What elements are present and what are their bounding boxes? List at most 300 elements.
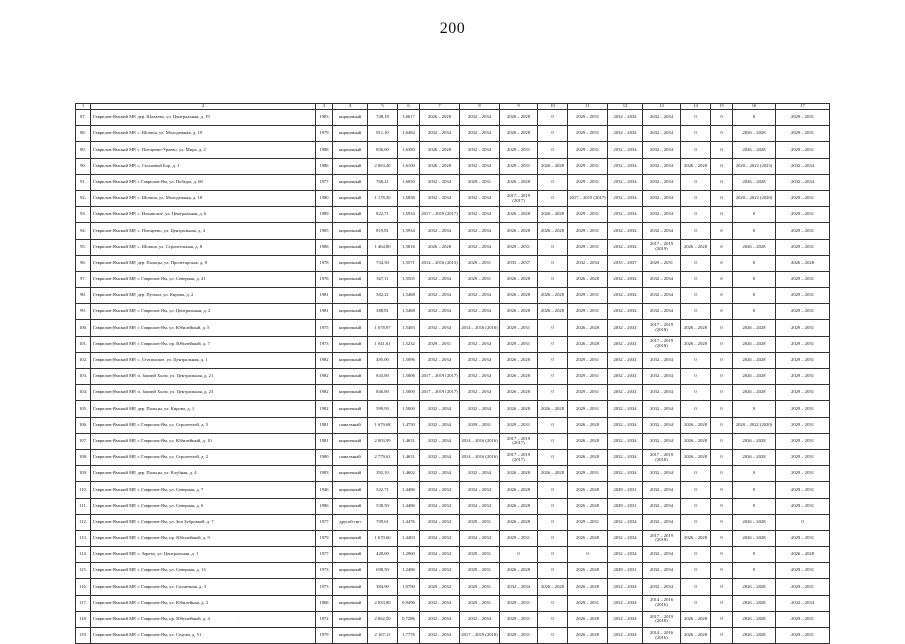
table-cell: 2020 – 2022 (2023)	[733, 158, 776, 174]
table-cell: 2032 – 2034	[608, 385, 643, 401]
table-cell: 0	[711, 190, 733, 206]
table-cell: 2026 – 2028	[500, 207, 538, 223]
table-cell: кирпичный	[333, 547, 368, 563]
table-cell: 2035 – 2037	[608, 255, 643, 271]
table-cell: 2026 – 2028	[538, 158, 568, 174]
table-row	[76, 514, 830, 530]
table-cell: 2032 – 2034	[608, 466, 643, 482]
table-cell: 2032 – 2034	[500, 579, 538, 595]
table-cell: 2032 – 2034	[420, 352, 460, 368]
table-cell: 0	[538, 530, 568, 546]
table-cell: 384,90	[368, 579, 398, 595]
table-cell: 2032 – 2034	[420, 498, 460, 514]
table-cell: 2026 – 2028	[500, 514, 538, 530]
table-cell: 2026 – 2028	[420, 158, 460, 174]
table-cell: 0	[711, 158, 733, 174]
table-cell: 1,5816	[398, 239, 420, 255]
table-cell: 2032 – 2034	[643, 271, 681, 287]
table-cell: 0	[538, 498, 568, 514]
table-cell: 748,18	[368, 110, 398, 126]
table-cell: 1975	[316, 320, 333, 336]
table-cell: 2032 – 2034	[420, 401, 460, 417]
table-cell: 2029 – 2031	[776, 385, 830, 401]
table-cell: 2017 – 2019 (2018)	[460, 628, 500, 644]
table-row	[76, 433, 830, 449]
table-cell: 538,50	[368, 498, 398, 514]
table-cell: 2 833,80	[368, 595, 398, 611]
table-cell: 2026 – 2028	[733, 433, 776, 449]
table-cell: 2026 – 2028	[500, 401, 538, 417]
table-row	[76, 579, 830, 595]
table-cell: 2026 – 2028	[776, 547, 830, 563]
table-cell: 2032 – 2034	[420, 482, 460, 498]
table-cell: 2035 – 2037	[500, 255, 538, 271]
table-row	[76, 255, 830, 271]
table-cell: кирпичный	[333, 352, 368, 368]
table-cell: 2032 – 2034	[643, 514, 681, 530]
table-cell: кирпичный	[333, 530, 368, 546]
table-cell: 2026 – 2028	[681, 611, 711, 627]
table-cell: 0	[711, 563, 733, 579]
table-cell: 2026 – 2028	[500, 174, 538, 190]
table-cell: 0	[681, 110, 711, 126]
table-cell: 2026 – 2028	[733, 628, 776, 644]
table-cell: 2032 – 2034	[420, 611, 460, 627]
table-cell: 0	[538, 514, 568, 530]
table-cell: 2020 – 2022 (2020)	[733, 417, 776, 433]
table-cell: 116.	[76, 579, 91, 595]
table-cell: 1,6050	[398, 174, 420, 190]
table-cell: кирпичный	[333, 239, 368, 255]
table-row	[76, 611, 830, 627]
table-cell: 2026 – 2028	[500, 563, 538, 579]
table-cell: кирпичный	[333, 595, 368, 611]
table-cell: 1981	[316, 288, 333, 304]
table-cell: 1989	[316, 207, 333, 223]
table-cell: 2026 – 2028	[568, 449, 608, 465]
table-cell: 0	[711, 142, 733, 158]
table-cell: 2017 – 2019 (2017)	[420, 369, 460, 385]
table-cell: 2017 – 2019 (2017)	[500, 190, 538, 206]
table-cell: кирпичный	[333, 110, 368, 126]
table-cell: 2029 – 2031	[776, 466, 830, 482]
table-cell: 2029 – 2031	[568, 304, 608, 320]
table-cell: 2032 – 2034	[460, 190, 500, 206]
table-cell: 2032 – 2034	[608, 239, 643, 255]
table-cell: 88.	[76, 126, 91, 142]
table-cell: 0	[733, 304, 776, 320]
table-cell: 2026 – 2028	[500, 304, 538, 320]
table-cell: 2032 – 2034	[608, 611, 643, 627]
table-cell: 1981	[316, 417, 333, 433]
table-cell: 0	[681, 482, 711, 498]
table-cell: 0	[681, 579, 711, 595]
table-cell: 1 041,61	[368, 336, 398, 352]
table-cell: 2026 – 2028	[733, 174, 776, 190]
address-cell: Гаврилов-Ямский МР, с. Зарево, ул. Центральная, д. 1	[91, 547, 316, 563]
table-cell: кирпичный	[333, 466, 368, 482]
table-cell: 95.	[76, 239, 91, 255]
table-cell: 2029 – 2031	[568, 126, 608, 142]
table-cell: 2032 – 2034	[643, 417, 681, 433]
table-cell: 89.	[76, 142, 91, 158]
table-cell: 2017 – 2019 (2017)	[420, 207, 460, 223]
table-cell: 2032 – 2034	[643, 110, 681, 126]
table-cell: 0	[733, 482, 776, 498]
table-cell: 582,21	[368, 288, 398, 304]
table-cell: 0	[733, 110, 776, 126]
table-cell: 1,5934	[398, 223, 420, 239]
table-cell: 2029 – 2031	[568, 514, 608, 530]
table-cell: 2026 – 2028	[538, 401, 568, 417]
table-cell: 2026 – 2028	[500, 482, 538, 498]
table-cell: 1979	[316, 530, 333, 546]
table-cell: 2032 – 2034	[643, 401, 681, 417]
table-cell: 0	[711, 255, 733, 271]
table-cell: 2032 – 2034	[568, 255, 608, 271]
table-cell: 2032 – 2034	[643, 498, 681, 514]
table-cell: 2026 – 2028	[500, 288, 538, 304]
table-cell: 2032 – 2034	[643, 563, 681, 579]
table-cell: 1,4403	[398, 530, 420, 546]
table-cell: 2032 – 2034	[608, 628, 643, 644]
table-cell: кирпичный	[333, 401, 368, 417]
table-cell: 0	[711, 239, 733, 255]
table-cell: 2029 – 2031	[500, 320, 538, 336]
table-cell: 0	[538, 595, 568, 611]
table-cell: 2032 – 2034	[643, 579, 681, 595]
table-cell: 1981	[316, 304, 333, 320]
table-cell: 2029 – 2031	[776, 142, 830, 158]
table-cell: 0	[538, 417, 568, 433]
table-row	[76, 207, 830, 223]
table-cell: 0	[681, 271, 711, 287]
table-cell: 0	[711, 482, 733, 498]
table-cell: 1,5571	[398, 255, 420, 271]
table-cell: 2032 – 2034	[460, 401, 500, 417]
table-cell: 2029 – 2031	[500, 611, 538, 627]
table-cell: 0	[733, 498, 776, 514]
table-cell: 2032 – 2034	[608, 547, 643, 563]
address-cell: Гаврилов-Ямский МР, г. Гаврилов-Ям, ул. Юбилейный, д. 5	[91, 320, 316, 336]
table-cell: 2032 – 2034	[460, 239, 500, 255]
table-cell: 0	[711, 466, 733, 482]
table-cell: 1,5468	[398, 288, 420, 304]
table-cell: 90.	[76, 158, 91, 174]
table-cell: 698,50	[368, 563, 398, 579]
table-cell: 388,81	[368, 304, 398, 320]
table-cell: 1977	[316, 547, 333, 563]
table-cell: 0	[711, 304, 733, 320]
table-cell: 1982	[316, 385, 333, 401]
table-cell: 92.	[76, 190, 91, 206]
table-cell: 103.	[76, 369, 91, 385]
table-cell: 2029 – 2031	[776, 628, 830, 644]
table-cell: 2032 – 2034	[608, 142, 643, 158]
table-cell: 108.	[76, 449, 91, 465]
table-cell: 1,7776	[398, 628, 420, 644]
column-number-2: 2	[91, 104, 316, 110]
table-cell: 2026 – 2028	[420, 110, 460, 126]
footer-mark: ,	[238, 616, 239, 621]
table-cell: 0	[681, 288, 711, 304]
table-cell: 2032 – 2034	[460, 207, 500, 223]
table-cell: 2026 – 2028	[733, 530, 776, 546]
table-cell: кирпичный	[333, 385, 368, 401]
table-cell: 2026 – 2028	[568, 417, 608, 433]
table-cell: 1,6380	[398, 142, 420, 158]
table-cell: 2032 – 2034	[420, 288, 460, 304]
table-cell: 2026 – 2028	[420, 142, 460, 158]
table-cell: 96.	[76, 255, 91, 271]
table-cell: 1,2960	[398, 547, 420, 563]
table-cell: 2032 – 2034	[608, 271, 643, 287]
address-cell: Гаврилов-Ямский МР, дер. Пальцы, ул. Кирова, д. 1	[91, 401, 316, 417]
address-cell: Гаврилов-Ямский МР, г. Гаврилов-Ям, пр. Юбилейный, д. 7	[91, 336, 316, 352]
table-cell: 2029 – 2031	[776, 369, 830, 385]
table-cell: 0	[733, 563, 776, 579]
table-cell: 0	[711, 417, 733, 433]
table-cell: кирпичный	[333, 255, 368, 271]
table-cell: 0	[681, 142, 711, 158]
table-cell: 2017 – 2019 (2018)	[643, 611, 681, 627]
table-cell: 0	[711, 449, 733, 465]
table-cell: 106.	[76, 417, 91, 433]
table-cell: 112.	[76, 514, 91, 530]
table-cell: 1,6617	[398, 110, 420, 126]
address-cell: Гаврилов-Ямский МР, г. Гаврилов-Ям, ул. Юбилейная, д. 3	[91, 595, 316, 611]
table-cell: 2026 – 2028	[568, 482, 608, 498]
address-cell: Гаврилов-Ямский МР, г. Гаврилов-Ям, ул. Седова, д. 51	[91, 628, 316, 644]
table-cell: 819,81	[368, 223, 398, 239]
table-cell: 2032 – 2034	[643, 126, 681, 142]
table-cell: 2026 – 2028	[568, 628, 608, 644]
column-number-6: 6	[398, 104, 420, 110]
table-cell: 2017 – 2019 (2017)	[568, 190, 608, 206]
table-cell: 0	[538, 628, 568, 644]
table-cell: 1976	[316, 271, 333, 287]
table-cell: 2029 – 2031	[568, 207, 608, 223]
table-cell: 2032 – 2034	[643, 482, 681, 498]
table-cell: 2032 – 2034	[643, 369, 681, 385]
column-number-10: 10	[538, 104, 568, 110]
table-cell: 1982	[316, 401, 333, 417]
table-cell: кирпичный	[333, 563, 368, 579]
table-cell: 0	[711, 611, 733, 627]
table-cell: 2029 – 2032	[420, 579, 460, 595]
table-cell: 0	[733, 271, 776, 287]
table-cell: кирпичный	[333, 190, 368, 206]
table-cell: 2032 – 2034	[420, 628, 460, 644]
table-cell: 0	[711, 336, 733, 352]
table-cell: 1,5483	[398, 320, 420, 336]
address-cell: Гаврилов-Ямский МР, п. Заячий Холм, ул. Центральная, д. 23	[91, 385, 316, 401]
table-cell: 1,5934	[398, 207, 420, 223]
address-cell: Гаврилов-Ямский МР, г. Гаврилов-Ям, ул. Северная, д. 7	[91, 482, 316, 498]
table-cell: кирпичный	[333, 482, 368, 498]
table-cell: 0	[538, 611, 568, 627]
table-cell: 2032 – 2034	[608, 174, 643, 190]
table-cell: 0	[711, 126, 733, 142]
table-cell: 107.	[76, 433, 91, 449]
table-cell: 0	[500, 547, 538, 563]
column-number-1: 1	[76, 104, 91, 110]
table-cell: 0	[733, 547, 776, 563]
table-cell: 0	[711, 288, 733, 304]
table-cell: 2029 – 2031	[568, 401, 608, 417]
table-cell: 2029 – 2031	[608, 482, 643, 498]
table-cell: 843,80	[368, 369, 398, 385]
table-cell: 1,6484	[398, 126, 420, 142]
column-number-16: 16	[733, 104, 776, 110]
table-cell: 1978	[316, 255, 333, 271]
table-cell: 2029 – 2031	[776, 271, 830, 287]
table-cell: 822,71	[368, 207, 398, 223]
table-row	[76, 369, 830, 385]
table-cell: 2026 – 2028	[681, 433, 711, 449]
table-cell: 2 779,61	[368, 449, 398, 465]
table-cell: 1983	[316, 110, 333, 126]
column-number-8: 8	[460, 104, 500, 110]
table-cell: 2032 – 2034	[420, 320, 460, 336]
table-cell: 2029 – 2031	[776, 563, 830, 579]
table-cell: 0	[538, 110, 568, 126]
table-cell: 0	[733, 466, 776, 482]
table-cell: панельный	[333, 417, 368, 433]
address-cell: Гаврилов-Ямский МР, г. Гаврилов-Ям, ул. Победы, д. 68	[91, 174, 316, 190]
table-cell: 109.	[76, 466, 91, 482]
table-cell: 2014 – 2016 (2016)	[460, 449, 500, 465]
table-cell: 2029 – 2031	[460, 595, 500, 611]
table-cell: 2029 – 2031	[776, 207, 830, 223]
table-cell: кирпичный	[333, 304, 368, 320]
address-cell: Гаврилов-Ямский МР, п. Заячий Холм, ул. Центральная, д. 21	[91, 369, 316, 385]
column-number-15: 15	[711, 104, 733, 110]
table-cell: 0	[538, 369, 568, 385]
table-row	[76, 401, 830, 417]
column-number-7: 7	[420, 104, 460, 110]
table-cell: 0	[538, 433, 568, 449]
table-cell: кирпичный	[333, 498, 368, 514]
table-cell: 2029 – 2031	[776, 401, 830, 417]
table-cell: 2029 – 2031	[500, 158, 538, 174]
table-cell: 2029 – 2031	[500, 417, 538, 433]
table-cell: 2026 – 2028	[568, 498, 608, 514]
table-row	[76, 563, 830, 579]
table-cell: 2029 – 2031	[568, 352, 608, 368]
table-cell: 2032 – 2034	[460, 385, 500, 401]
table-cell: панельный	[333, 449, 368, 465]
table-cell: 2029 – 2031	[568, 223, 608, 239]
table-cell: 0	[681, 514, 711, 530]
table-cell: 1986	[316, 239, 333, 255]
table-cell: 2029 – 2031	[460, 563, 500, 579]
column-number-5: 5	[368, 104, 398, 110]
table-cell: 2026 – 2028	[420, 239, 460, 255]
table-cell: 2032 – 2034	[460, 369, 500, 385]
table-row	[76, 320, 830, 336]
table-cell: кирпичный	[333, 126, 368, 142]
table-cell: 2026 – 2028	[568, 611, 608, 627]
address-cell: Гаврилов-Ямский МР, дер. Шалаево, ул. Центральная, д. 19	[91, 110, 316, 126]
column-number-17: 17	[776, 104, 830, 110]
table-row	[76, 239, 830, 255]
table-cell: 1,5096	[398, 352, 420, 368]
table-cell: 2029 – 2031	[568, 158, 608, 174]
table-cell: 2032 – 2034	[776, 595, 830, 611]
table-cell: 2026 – 2028	[681, 158, 711, 174]
table-cell: 709,61	[368, 514, 398, 530]
table-cell: 2032 – 2034	[420, 514, 460, 530]
table-row	[76, 190, 830, 206]
table-cell: 2032 – 2034	[608, 126, 643, 142]
table-cell: 2032 – 2034	[608, 158, 643, 174]
table-cell: 2029 – 2031	[500, 336, 538, 352]
table-cell: 2029 – 2031	[776, 288, 830, 304]
table-cell: 2 662,50	[368, 611, 398, 627]
table-cell: 2029 – 2031	[460, 174, 500, 190]
table-cell: 2029 – 2031	[776, 482, 830, 498]
table-cell: 0	[681, 466, 711, 482]
table-cell: 2029 – 2031	[420, 336, 460, 352]
table-cell: кирпичный	[333, 158, 368, 174]
table-cell: 0	[711, 595, 733, 611]
table-cell: 2017 – 2019 (2019)	[643, 239, 681, 255]
table-cell: 2029 – 2031	[608, 563, 643, 579]
table-cell: 2014 – 2016 (2016)	[643, 595, 681, 611]
table-cell: 522,71	[368, 482, 398, 498]
table-cell: 2026 – 2028	[568, 579, 608, 595]
table-cell: 2032 – 2034	[420, 563, 460, 579]
table-cell: 2032 – 2034	[608, 401, 643, 417]
table-cell: 0	[681, 369, 711, 385]
table-cell: 0	[538, 449, 568, 465]
address-cell: Гаврилов-Ямский МР, г. Гаврилов-Ям, ул. Северная, д. 13	[91, 563, 316, 579]
table-cell: 2017 – 2019 (2018)	[643, 336, 681, 352]
page-number: 200	[439, 20, 466, 37]
address-cell: Гаврилов-Ямский МР, г. Гаврилов-Ям, ул. Строителей, д. 5	[91, 417, 316, 433]
table-cell: 1979	[316, 628, 333, 644]
table-cell: 2029 – 2031	[776, 498, 830, 514]
table-row	[76, 126, 830, 142]
table-cell: 2029 – 2031	[776, 579, 830, 595]
column-number-13: 13	[643, 104, 681, 110]
table-row	[76, 271, 830, 287]
table-cell: 2029 – 2031	[568, 466, 608, 482]
table-cell: 811,10	[368, 126, 398, 142]
table-cell: 2032 – 2034	[643, 223, 681, 239]
table-cell: 0	[711, 433, 733, 449]
table-cell: 2020 – 2022 (2020)	[733, 190, 776, 206]
table-cell: 0	[538, 385, 568, 401]
table-cell: 2017 – 2019 (2017)	[500, 449, 538, 465]
table-cell: 2032 – 2034	[460, 611, 500, 627]
table-cell: 1,4486	[398, 498, 420, 514]
table-cell: 1977	[316, 174, 333, 190]
table-cell: 104.	[76, 385, 91, 401]
table-cell: 2 063,40	[368, 158, 398, 174]
table-cell: 2026 – 2028	[568, 271, 608, 287]
table-cell: 113.	[76, 530, 91, 546]
column-number-12: 12	[608, 104, 643, 110]
table-cell: кирпичный	[333, 207, 368, 223]
table-cell: 2032 – 2034	[420, 449, 460, 465]
table-cell: 2 003,99	[368, 433, 398, 449]
table-cell: 2017 – 2019 (2018)	[643, 320, 681, 336]
table-cell: 0	[776, 514, 830, 530]
address-cell: Гаврилов-Ямский МР, с. Стогинское, ул. Центральная, д. 1	[91, 352, 316, 368]
table-cell: кирпичный	[333, 628, 368, 644]
